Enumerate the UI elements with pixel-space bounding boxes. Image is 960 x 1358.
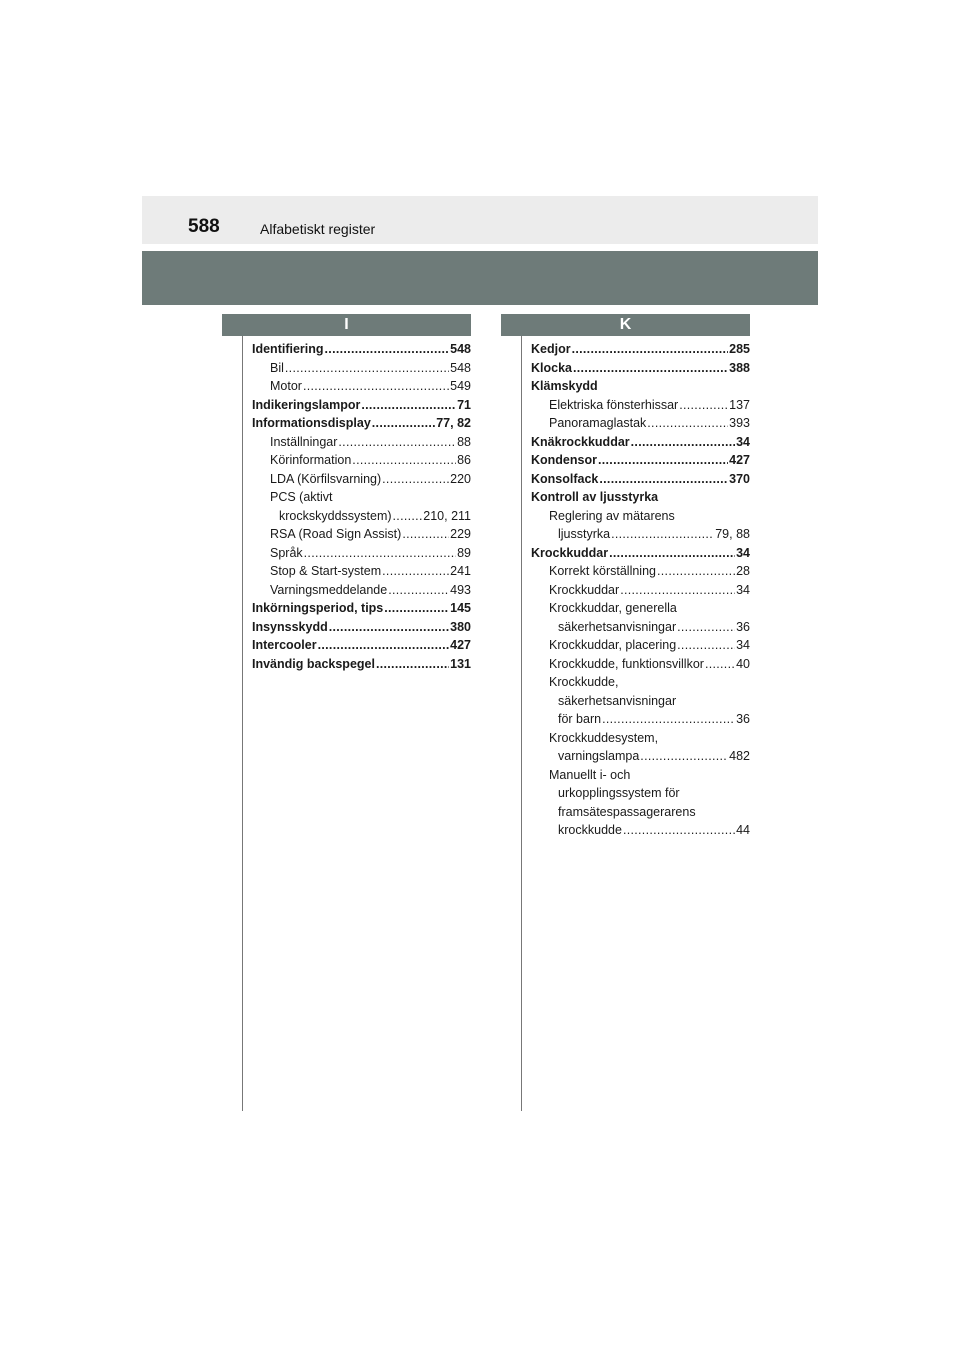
entry-page: 28 — [736, 564, 750, 578]
entry-label: Reglering av mätarens — [549, 508, 675, 523]
index-column-i — [252, 340, 471, 673]
dot-leader — [609, 544, 735, 563]
dot-leader — [285, 359, 449, 378]
dot-leader — [393, 507, 423, 526]
index-entry — [531, 673, 750, 692]
index-entry — [252, 655, 471, 674]
section-header-k: K — [501, 314, 750, 336]
entry-label: Bil — [270, 360, 284, 375]
index-entry — [531, 507, 750, 526]
entry-label: Invändig backspegel — [252, 656, 375, 671]
index-entry — [252, 544, 471, 563]
entry-label: Insynsskydd — [252, 619, 328, 634]
entry-label: Elektriska fönsterhissar — [549, 397, 679, 412]
index-entry — [531, 396, 750, 415]
dot-leader — [382, 562, 449, 581]
entry-label: säkerhetsanvisningar — [558, 619, 677, 634]
entry-label: Krockkuddesystem, — [549, 730, 659, 745]
index-entry — [252, 507, 471, 526]
entry-label: LDA (Körfilsvarning) — [270, 471, 382, 486]
index-entry — [252, 636, 471, 655]
entry-page: 34 — [736, 545, 750, 560]
index-entry — [252, 488, 471, 507]
index-entry — [531, 359, 750, 378]
entry-page: 210, 211 — [423, 508, 471, 523]
entry-label: säkerhetsanvisningar — [558, 693, 677, 708]
index-entry — [531, 784, 750, 803]
entry-page: 86 — [457, 453, 471, 467]
entry-label: Krockkuddar — [549, 582, 620, 597]
dot-leader — [598, 451, 728, 470]
dot-leader — [325, 340, 450, 359]
entry-page: 36 — [736, 712, 750, 726]
entry-label: Informationsdisplay — [252, 416, 371, 430]
dot-leader — [318, 636, 450, 655]
entry-page: 145 — [450, 601, 471, 615]
index-entry — [252, 340, 471, 359]
entry-label: Krockkudde, — [549, 675, 619, 689]
entry-label: Indikeringslampor — [252, 397, 361, 412]
index-entry — [531, 803, 750, 822]
index-entry — [252, 433, 471, 452]
index-entry — [531, 636, 750, 655]
index-entry — [531, 433, 750, 452]
index-entry — [531, 470, 750, 489]
index-entry — [531, 377, 750, 396]
entry-label: ljusstyrka — [558, 527, 611, 541]
entry-page: 36 — [736, 619, 750, 634]
dot-leader — [573, 359, 728, 378]
entry-page: 220 — [450, 471, 471, 486]
index-entry — [531, 599, 750, 618]
index-entry — [531, 562, 750, 581]
index-entry — [531, 488, 750, 507]
dot-leader — [647, 414, 728, 433]
dot-leader — [329, 618, 449, 637]
entry-page: 88 — [457, 434, 471, 449]
dot-leader — [352, 451, 456, 470]
column-divider — [521, 336, 522, 1111]
entry-page: 241 — [450, 564, 471, 578]
entry-page: 388 — [729, 360, 750, 375]
dot-leader — [384, 599, 449, 618]
index-entry — [531, 581, 750, 600]
entry-page: 40 — [736, 656, 750, 671]
index-entry — [531, 544, 750, 563]
entry-page: 493 — [450, 582, 471, 597]
entry-page: 427 — [450, 638, 471, 652]
entry-label: Panoramaglastak — [549, 416, 647, 430]
entry-label: urkopplingssystem för — [558, 786, 680, 800]
index-entry — [252, 451, 471, 470]
entry-page: 380 — [450, 619, 471, 634]
entry-label: Krockkuddar, placering — [549, 638, 677, 652]
index-entry — [252, 359, 471, 378]
column-divider — [242, 336, 243, 1111]
entry-label: för barn — [558, 712, 602, 726]
entry-page: 44 — [736, 823, 750, 837]
entry-label: RSA (Road Sign Assist) — [270, 527, 402, 541]
index-entry — [531, 710, 750, 729]
dot-leader — [303, 377, 449, 396]
dot-leader — [677, 618, 735, 637]
entry-page: 548 — [450, 360, 471, 375]
dot-leader — [640, 747, 728, 766]
index-entry — [252, 377, 471, 396]
dot-leader — [376, 655, 449, 674]
dot-leader — [602, 710, 735, 729]
entry-page: 548 — [450, 342, 471, 356]
entry-page: 79, 88 — [715, 527, 750, 541]
entry-page: 34 — [736, 434, 750, 449]
dot-leader — [572, 340, 729, 359]
entry-label: krockskyddssystem) — [279, 508, 392, 523]
page-title: Alfabetiskt register — [260, 221, 376, 237]
entry-label: Körinformation — [270, 453, 352, 467]
entry-label: Krockkuddar, generella — [549, 601, 677, 615]
entry-label: varningslampa — [558, 749, 640, 763]
dot-leader — [677, 636, 735, 655]
entry-page: 393 — [729, 416, 750, 430]
entry-label: Klämskydd — [531, 379, 598, 393]
entry-label: Identifiering — [252, 342, 324, 356]
dot-leader — [361, 396, 456, 415]
entry-label: Inställningar — [270, 434, 338, 449]
index-entry — [252, 396, 471, 415]
entry-page: 137 — [729, 397, 750, 412]
page-number: 588 — [188, 216, 220, 237]
entry-page: 71 — [457, 397, 471, 412]
dot-leader — [599, 470, 728, 489]
entry-label: Klocka — [531, 360, 572, 375]
entry-label: Manuellt i- och — [549, 767, 631, 782]
entry-label: Konsolfack — [531, 471, 599, 486]
entry-page: 285 — [729, 342, 750, 356]
entry-label: Intercooler — [252, 638, 317, 652]
entry-label: Inkörningsperiod, tips — [252, 601, 384, 615]
dot-leader — [382, 470, 449, 489]
entry-page: 77, 82 — [436, 416, 471, 430]
index-entry — [531, 766, 750, 785]
entry-page: 34 — [736, 638, 750, 652]
dot-leader — [657, 562, 735, 581]
entry-label: Språk — [270, 545, 303, 560]
entry-label: krockkudde — [558, 823, 622, 837]
dot-leader — [623, 821, 735, 840]
dot-leader — [705, 655, 735, 674]
entry-label: Knäkrockkuddar — [531, 434, 630, 449]
entry-label: PCS (aktivt — [270, 490, 333, 504]
index-entry — [252, 599, 471, 618]
index-column-k — [531, 340, 750, 840]
dot-leader — [304, 544, 456, 563]
index-entry — [531, 655, 750, 674]
index-entry — [531, 525, 750, 544]
dot-leader — [620, 581, 735, 600]
index-entry — [252, 581, 471, 600]
entry-page: 131 — [450, 656, 471, 671]
entry-page: 427 — [729, 453, 750, 467]
index-entry — [252, 562, 471, 581]
index-entry — [531, 747, 750, 766]
dot-leader — [611, 525, 714, 544]
index-entry — [252, 470, 471, 489]
index-entry — [531, 414, 750, 433]
entry-page: 482 — [729, 749, 750, 763]
entry-label: Kedjor — [531, 342, 571, 356]
entry-label: Varningsmeddelande — [270, 582, 388, 597]
index-entry — [531, 821, 750, 840]
index-entry — [531, 692, 750, 711]
entry-label: Kondensor — [531, 453, 597, 467]
dot-leader — [338, 433, 456, 452]
entry-label: Stop & Start-system — [270, 564, 382, 578]
index-entry — [252, 525, 471, 544]
entry-label: Krockkuddar — [531, 545, 609, 560]
index-entry — [531, 340, 750, 359]
entry-label: Motor — [270, 379, 302, 393]
index-entry — [531, 729, 750, 748]
entry-page: 549 — [450, 379, 471, 393]
entry-label: Korrekt körställning — [549, 564, 656, 578]
index-entry — [531, 451, 750, 470]
section-header-i: I — [222, 314, 471, 336]
dot-leader — [631, 433, 735, 452]
dot-leader — [372, 414, 435, 433]
header-band — [142, 251, 818, 305]
dot-leader — [388, 581, 449, 600]
entry-page: 34 — [736, 582, 750, 597]
entry-page: 370 — [729, 471, 750, 486]
entry-page: 229 — [450, 527, 471, 541]
index-entry — [252, 618, 471, 637]
index-entry — [531, 618, 750, 637]
entry-page: 89 — [457, 545, 471, 560]
dot-leader — [402, 525, 449, 544]
dot-leader — [679, 396, 728, 415]
entry-label: Krockkudde, funktionsvillkor — [549, 656, 704, 671]
index-entry — [252, 414, 471, 433]
header-bar — [142, 196, 818, 244]
entry-label: framsätespassagerarens — [558, 804, 696, 819]
entry-label: Kontroll av ljusstyrka — [531, 490, 659, 504]
